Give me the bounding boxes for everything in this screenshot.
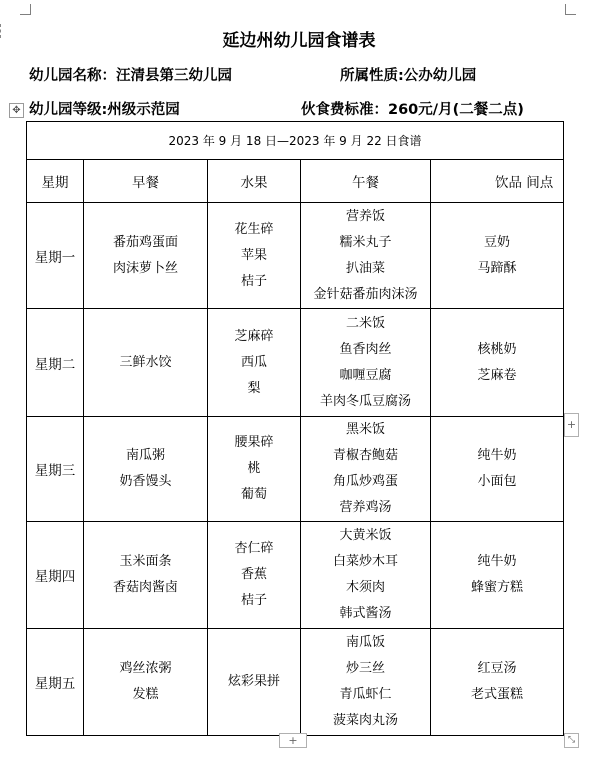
breakfast-cell: [84, 522, 208, 629]
fruit-item: 腰果碎: [234, 435, 274, 450]
page-title: 延边州幼儿园食谱表: [222, 31, 376, 51]
fruit-item: 桔子: [240, 593, 267, 608]
day-cell: 星期二: [27, 309, 84, 417]
breakfast-cell: [84, 629, 208, 736]
lunch-item: 金针菇番茄肉沫汤: [313, 286, 418, 302]
lunch-item: 鱼香肉丝: [339, 341, 392, 357]
meal-fee-standard: 伙食费标准：260元/月(二餐二点): [301, 102, 524, 118]
lunch-item: 扒油菜: [345, 260, 385, 276]
menu-day-row: [27, 522, 564, 629]
fruit-item: 炫彩果拼: [227, 674, 280, 689]
breakfast-item: 发糕: [132, 687, 159, 702]
lunch-cell: [301, 203, 431, 309]
fruit-item: 西瓜: [240, 354, 267, 370]
header-row: [27, 160, 564, 203]
fruit-cell: [208, 309, 301, 417]
lunch-item: 南瓜饭: [345, 635, 385, 650]
drinks-item: 纯牛奶: [477, 554, 517, 569]
fruit-item: 香蕉: [240, 567, 267, 582]
breakfast-item: 南瓜粥: [125, 448, 165, 463]
add-row-button[interactable]: +: [279, 733, 307, 748]
fruit-item: 芝麻碎: [234, 328, 274, 344]
fruit-cell: [208, 629, 301, 736]
page-corner-mark: [20, 4, 31, 15]
date-range: 2023 年 9 月 18 日—2023 年 9 月 22 日食谱: [27, 122, 564, 160]
breakfast-item: 肉沫萝卜丝: [112, 260, 178, 276]
drinks-item: 老式蛋糕: [471, 687, 524, 702]
fruit-item: 花生碎: [234, 221, 274, 237]
fruit-item: 苹果: [240, 247, 267, 263]
fruit-cell: [208, 417, 301, 522]
lunch-item: 菠菜肉丸汤: [332, 713, 398, 728]
ownership-type: 所属性质:公办幼儿园: [340, 68, 477, 84]
lunch-item: 大黄米饭: [339, 528, 392, 543]
breakfast-item: 鸡丝浓粥: [119, 661, 172, 676]
lunch-cell: [301, 522, 431, 629]
drinks-cell: [431, 309, 564, 417]
breakfast-item: 奶香馒头: [119, 474, 172, 489]
day-cell: 星期一: [27, 203, 84, 309]
drinks-item: 纯牛奶: [477, 448, 517, 463]
menu-day-row: [27, 203, 564, 309]
drinks-cell: [431, 629, 564, 736]
lunch-cell: [301, 417, 431, 522]
day-cell: 星期四: [27, 522, 84, 629]
lunch-item: 黑米饭: [345, 422, 385, 437]
drinks-cell: [431, 417, 564, 522]
lunch-item: 青瓜虾仁: [339, 687, 392, 702]
day-cell: 星期五: [27, 629, 84, 736]
drinks-cell: [431, 203, 564, 309]
breakfast-cell: [84, 417, 208, 522]
page-corner-mark: [565, 4, 576, 15]
lunch-item: 二米饭: [345, 315, 385, 331]
header-fruit: 水果: [208, 160, 301, 203]
breakfast-item: 番茄鸡蛋面: [112, 234, 178, 250]
lunch-item: 木须肉: [345, 580, 385, 595]
day-cell: 星期三: [27, 417, 84, 522]
date-range-row: [27, 122, 564, 160]
drinks-item: 核桃奶: [477, 341, 517, 357]
fruit-cell: [208, 522, 301, 629]
fruit-item: 桔子: [240, 273, 267, 289]
drinks-item: 芝麻卷: [477, 367, 517, 383]
fruit-item: 杏仁碎: [234, 541, 274, 556]
fruit-item: 梨: [247, 380, 261, 396]
lunch-item: 角瓜炒鸡蛋: [332, 474, 398, 489]
fruit-item: 桃: [247, 461, 261, 476]
table-resize-handle-icon[interactable]: ⤡: [564, 733, 579, 748]
fruit-cell: [208, 203, 301, 309]
menu-day-row: [27, 629, 564, 736]
drinks-item: 马蹄酥: [477, 260, 517, 276]
lunch-item: 炒三丝: [345, 661, 385, 676]
kindergarten-name: 幼儿园名称：汪清县第三幼儿园: [29, 68, 232, 84]
drinks-item: 豆奶: [484, 234, 511, 250]
lunch-item: 青椒杏鲍菇: [332, 448, 398, 463]
lunch-cell: [301, 309, 431, 417]
drinks-item: 蜂蜜方糕: [471, 580, 524, 595]
lunch-item: 韩式酱汤: [339, 606, 392, 621]
kindergarten-level: 幼儿园等级:州级示范园: [29, 102, 180, 118]
breakfast-item: 香菇肉酱卤: [112, 580, 178, 595]
fruit-item: 葡萄: [240, 487, 267, 502]
lunch-item: 营养鸡汤: [339, 500, 392, 515]
breakfast-item: 三鲜水饺: [119, 354, 172, 370]
lunch-item: 糯米丸子: [339, 234, 392, 250]
breakfast-cell: [84, 309, 208, 417]
drinks-cell: [431, 522, 564, 629]
table-move-handle-icon[interactable]: ✥: [9, 103, 24, 118]
menu-day-row: [27, 309, 564, 417]
add-column-button[interactable]: +: [564, 413, 579, 437]
drinks-item: 小面包: [477, 474, 517, 489]
header-drinks-snacks: 饮品 间点: [431, 160, 564, 203]
breakfast-cell: [84, 203, 208, 309]
lunch-item: 咖喱豆腐: [339, 367, 392, 383]
drinks-item: 红豆汤: [477, 661, 517, 676]
menu-day-row: [27, 417, 564, 522]
breakfast-item: 玉米面条: [119, 554, 172, 569]
lunch-item: 营养饭: [345, 208, 385, 224]
header-lunch: 午餐: [301, 160, 431, 203]
lunch-item: 白菜炒木耳: [332, 554, 398, 569]
header-day: 星期: [27, 160, 84, 203]
lunch-item: 羊肉冬瓜豆腐汤: [319, 393, 411, 409]
lunch-cell: [301, 629, 431, 736]
menu-table: [26, 121, 564, 736]
header-breakfast: 早餐: [84, 160, 208, 203]
